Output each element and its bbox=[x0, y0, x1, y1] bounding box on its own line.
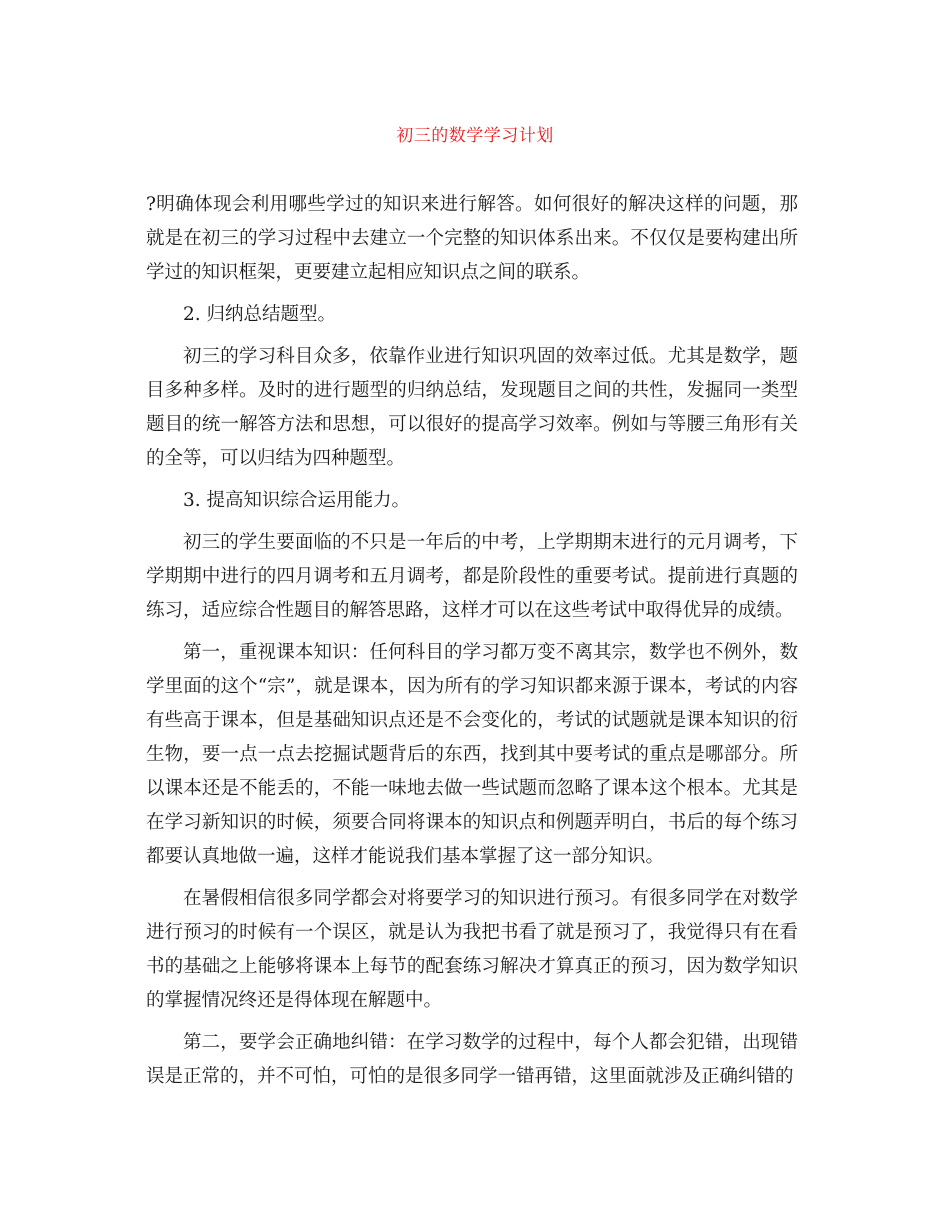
document-body bbox=[146, 188, 798, 1102]
paragraph-1: ?明确体现会利用哪些学过的知识来进行解答。如何很好的解决这样的问题，那就是在初三的学习过程中去建立一个完整的知识体系出来。不仅仅是要构建出所学过的知识框架，更要建立起相应知识点之间的联系。 bbox=[146, 194, 798, 283]
document-title: 初三的数学学习计划 bbox=[396, 126, 554, 146]
paragraph-2: 2. 归纳总结题型。 bbox=[183, 304, 337, 325]
paragraph-7: 在暑假相信很多同学都会对将要学习的知识进行预习。有很多同学在对数学进行预习的时候有一个误区，就是认为我把书看了就是预习了，我觉得只有在看书的基础之上能够将课本上每节的配套练习解决才算真正的预习，因为数学知识的掌握情况终还是得体现在解题中。 bbox=[146, 888, 798, 1011]
paragraph-5: 初三的学生要面临的不只是一年后的中考，上学期期末进行的元月调考，下学期期中进行的四月调考和五月调考，都是阶段性的重要考试。提前进行真题的练习，适应综合性题目的解答思路，这样才可以在这些考试中取得优异的成绩。 bbox=[146, 532, 798, 621]
paragraph-6: 第一，重视课本知识：任何科目的学习都万变不离其宗，数学也不例外，数学里面的这个“宗”，就是课本，因为所有的学习知识都来源于课本，考试的内容有些高于课本，但是基础知识点还是不会变化的，考试的试题就是课本知识的衍生物，要一点一点去挖掘试题背后的东西，找到其中要考试的重点是哪部分。所以课本还是不能丢的，不能一味地去做一些试题而忽略了课本这个根本。尤其是在学习新知识的时候，须要合同将课本的知识点和例题弄明白，书后的每个练习都要认真地做一遍，这样才能说我们基本掌握了这一部分知识。 bbox=[146, 642, 798, 867]
paragraph-3: 初三的学习科目众多，依靠作业进行知识巩固的效率过低。尤其是数学，题目多种多样。及时的进行题型的归纳总结，发现题目之间的共性，发掘同一类型题目的统一解答方法和思想，可以很好的提高学习效率。例如与等腰三角形有关的全等，可以归结为四种题型。 bbox=[146, 346, 798, 469]
paragraph-4: 3. 提高知识综合运用能力。 bbox=[183, 490, 411, 511]
paragraph-8: 第二，要学会正确地纠错：在学习数学的过程中，每个人都会犯错，出现错误是正常的，并不可怕，可怕的是很多同学一错再错，这里面就涉及正确纠错的 bbox=[146, 1032, 798, 1087]
